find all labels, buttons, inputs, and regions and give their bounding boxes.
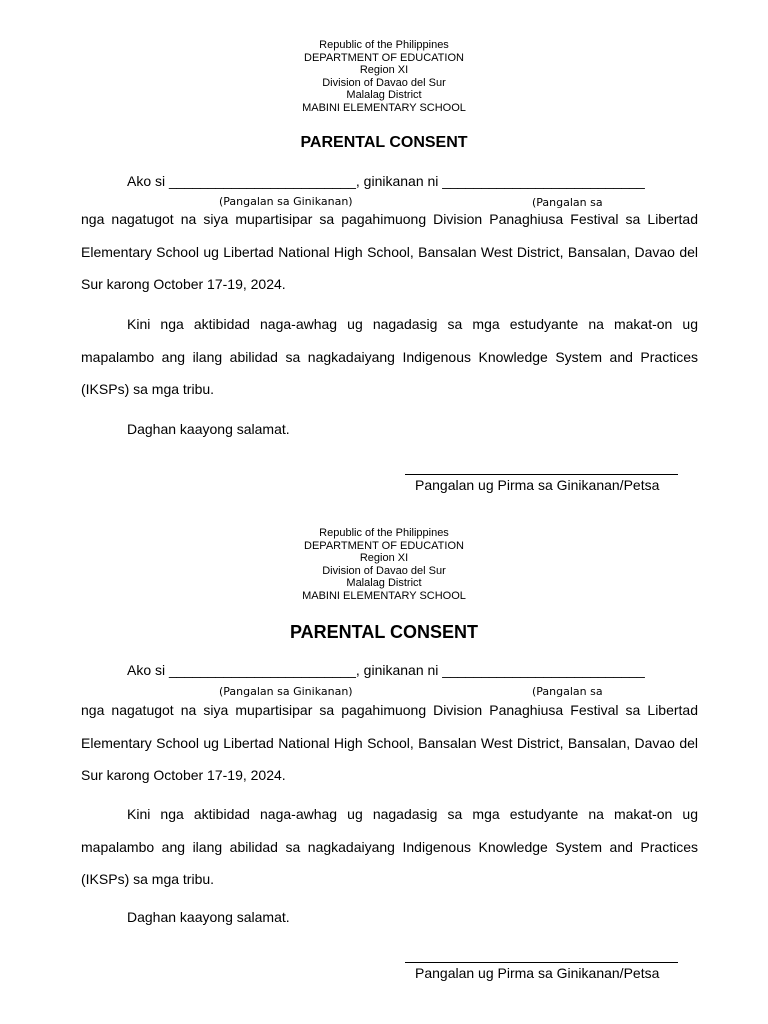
header-department: DEPARTMENT OF EDUCATION — [304, 51, 464, 64]
activity-paragraph — [81, 798, 698, 896]
closing-text: Daghan kaayong salamat. — [127, 909, 290, 925]
ako-si-prefix: Ako si — [127, 662, 166, 678]
header-region: Region XI — [359, 64, 409, 76]
letterhead — [0, 39, 768, 114]
parent-name-blank[interactable]: ________________________ — [169, 662, 356, 678]
header-school: MABINI ELEMENTARY SCHOOL — [302, 589, 466, 602]
ako-si-prefix: Ako si — [127, 173, 166, 189]
consent-form-1 — [0, 0, 768, 500]
ginikanan-ni-text: , ginikanan ni — [355, 662, 439, 678]
header-region: Region XI — [359, 552, 409, 564]
form-title: PARENTAL CONSENT — [300, 134, 468, 151]
header-school: MABINI ELEMENTARY SCHOOL — [302, 101, 466, 114]
header-division: Division of Davao del Sur — [322, 564, 446, 577]
parent-name-caption: (Pangalan sa Ginikanan) — [219, 195, 353, 208]
consent-paragraph: nga nagatugot na siya mupartisipar sa pagahimuong Division Panaghiusa Festival sa Libertad Elementary School ug Libertad National High School, Bansalan West District, Bansalan, Davao del Sur karong October 17-19, 2024. — [81, 211, 698, 292]
activity-text: Kini nga aktibidad naga-awhag ug nagadasig sa mga estudyante na makat-on ug mapalambo ang ilang abilidad sa nagkadaiyang Indigenous Knowledge System and Practices (IKSPs) sa mga tribu. — [81, 316, 698, 397]
ako-si-line — [127, 173, 645, 189]
consent-paragraph: nga nagatugot na siya mupartisipar sa pagahimuong Division Panaghiusa Festival sa Libertad Elementary School ug Libertad National High School, Bansalan West District, Bansalan, Davao del Sur karong October 17-19, 2024. — [81, 702, 698, 783]
letterhead — [0, 527, 768, 602]
activity-paragraph — [81, 308, 698, 406]
header-division: Division of Davao del Sur — [322, 76, 446, 89]
form-title: PARENTAL CONSENT — [289, 622, 478, 642]
ako-si-line — [127, 662, 645, 678]
signature-line[interactable] — [405, 962, 678, 963]
header-republic: Republic of the Philippines — [319, 39, 449, 51]
student-name-caption: (Pangalan sa — [532, 196, 603, 209]
signature-label: Pangalan ug Pirma sa Ginikanan/Petsa — [415, 965, 660, 981]
student-name-caption: (Pangalan sa — [532, 685, 603, 698]
header-department: DEPARTMENT OF EDUCATION — [304, 539, 464, 552]
closing-line — [81, 901, 698, 934]
header-district: Malalag District — [346, 89, 422, 101]
student-name-blank[interactable]: __________________________ — [442, 173, 645, 189]
signature-line[interactable] — [405, 474, 678, 475]
closing-text: Daghan kaayong salamat. — [127, 421, 290, 437]
closing-line — [81, 413, 698, 446]
header-republic: Republic of the Philippines — [319, 527, 449, 539]
signature-label: Pangalan ug Pirma sa Ginikanan/Petsa — [415, 477, 660, 493]
consent-form-2 — [0, 488, 768, 988]
student-name-blank[interactable]: __________________________ — [442, 662, 645, 678]
parent-name-blank[interactable]: ________________________ — [169, 173, 356, 189]
header-district: Malalag District — [346, 577, 422, 589]
parent-name-caption: (Pangalan sa Ginikanan) — [219, 685, 353, 698]
ginikanan-ni-text: , ginikanan ni — [355, 173, 439, 189]
activity-text: Kini nga aktibidad naga-awhag ug nagadasig sa mga estudyante na makat-on ug mapalambo ang ilang abilidad sa nagkadaiyang Indigenous Knowledge System and Practices (IKSPs) sa mga tribu. — [81, 806, 698, 887]
